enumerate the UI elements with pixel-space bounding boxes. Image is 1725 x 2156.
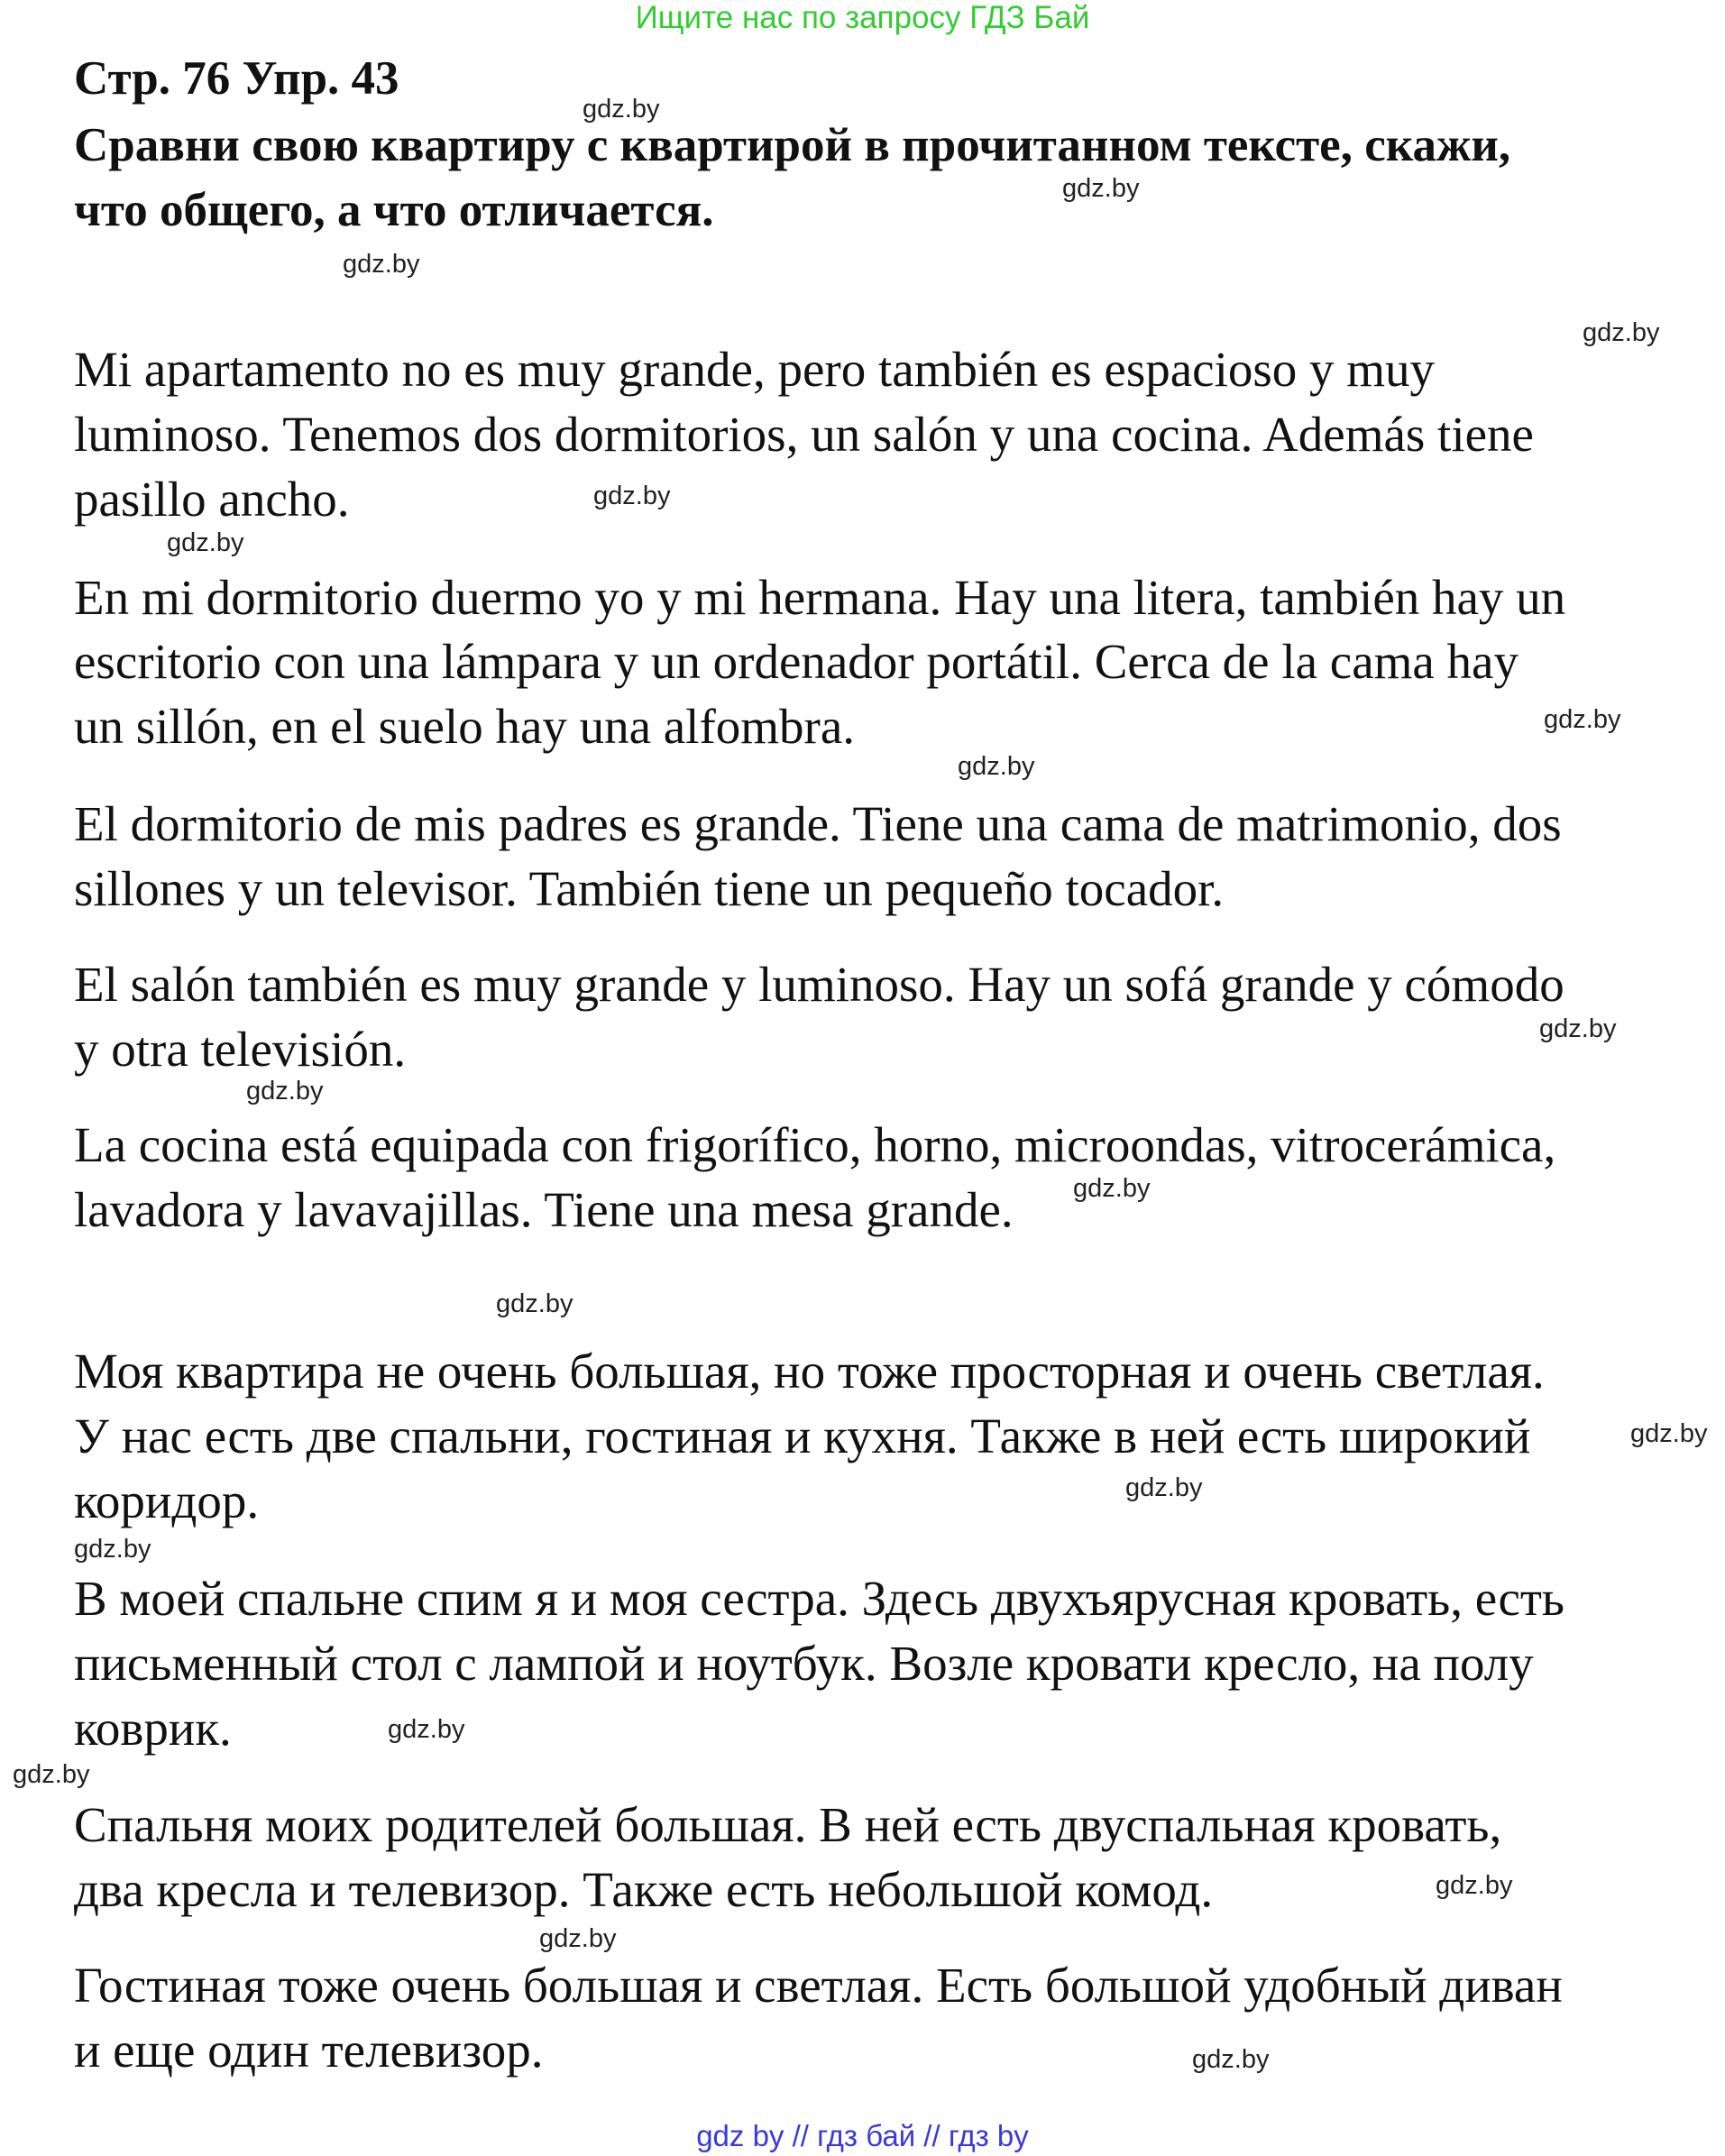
footer-text: gdz by // гдз бай // гдз by xyxy=(696,2119,1029,2152)
russian-line: письменный стол с лампой и ноутбук. Возле кровати кресло, на полу xyxy=(74,1636,1534,1691)
page-title: Стр. 76 Упр. 43 xyxy=(74,52,399,105)
spanish-line: lavadora y lavavajillas. Tiene una mesa grande. xyxy=(74,1182,1014,1237)
watermark: gdz.by xyxy=(388,1715,465,1744)
russian-line: коврик. xyxy=(74,1701,232,1756)
spanish-line: El salón también es muy grande y luminoso. Hay un sofá grande y cómodo xyxy=(74,957,1564,1012)
russian-line: У нас есть две спальни, гостиная и кухня. Также в ней есть широкий xyxy=(74,1408,1531,1463)
spanish-line: La cocina está equipada con frigorífico, horno, microondas, vitrocerámica, xyxy=(74,1117,1556,1172)
watermark: gdz.by xyxy=(496,1289,573,1318)
watermark: gdz.by xyxy=(1539,1014,1617,1043)
russian-line: и еще один телевизор. xyxy=(74,2023,544,2078)
watermark: gdz.by xyxy=(1436,1871,1513,1900)
russian-line: Моя квартира не очень большая, но тоже просторная и очень светлая. xyxy=(74,1344,1545,1399)
russian-line: два кресла и телевизор. Также есть небольшой комод. xyxy=(74,1862,1214,1917)
watermark: gdz.by xyxy=(1125,1473,1203,1502)
watermark: gdz.by xyxy=(593,482,671,510)
spanish-line: Mi apartamento no es muy grande, pero también es espacioso y muy xyxy=(74,342,1436,397)
spanish-line: escritorio con una lámpara y un ordenador portátil. Cerca de la cama hay xyxy=(74,634,1519,689)
russian-line: Гостиная тоже очень большая и светлая. Есть большой удобный диван xyxy=(74,1958,1563,2013)
watermark: gdz.by xyxy=(1583,318,1660,347)
spanish-line: un sillón, en el suelo hay una alfombra. xyxy=(74,699,856,754)
spanish-line: luminoso. Tenemos dos dormitorios, un salón y una cocina. Además tiene xyxy=(74,407,1534,462)
watermark: gdz.by xyxy=(167,528,244,557)
watermark: gdz.by xyxy=(246,1077,324,1106)
watermark: gdz.by xyxy=(1073,1174,1151,1203)
spanish-line: y otra televisión. xyxy=(74,1022,407,1077)
watermark: gdz.by xyxy=(958,752,1035,781)
russian-line: Спальня моих родителей большая. В ней есть двуспальная кровать, xyxy=(74,1797,1502,1852)
watermark: gdz.by xyxy=(539,1924,617,1953)
spanish-line: sillones y un televisor. También tiene un pequeño tocador. xyxy=(74,861,1225,916)
top-banner: Ищите нас по запросу ГДЗ Бай xyxy=(635,0,1090,35)
russian-line: коридор. xyxy=(74,1473,260,1528)
russian-line: В моей спальне спим я и моя сестра. Здесь двухъярусная кровать, есть xyxy=(74,1571,1565,1626)
watermark: gdz.by xyxy=(1192,2045,1270,2074)
spanish-line: En mi dormitorio duermo yo y mi hermana. Hay una litera, también hay un xyxy=(74,570,1566,625)
watermark: gdz.by xyxy=(1062,174,1140,203)
spanish-line: pasillo ancho. xyxy=(74,472,350,527)
watermark: gdz.by xyxy=(1630,1419,1708,1448)
watermark: gdz.by xyxy=(343,250,420,279)
task-line-2: что общего, а что отличается. xyxy=(74,184,714,236)
watermark: gdz.by xyxy=(74,1535,151,1564)
task-line-1: Сравни свою квартиру с квартирой в прочитанном тексте, скажи, xyxy=(74,119,1511,171)
spanish-line: El dormitorio de mis padres es grande. Tiene una cama de matrimonio, dos xyxy=(74,796,1562,851)
watermark: gdz.by xyxy=(583,95,660,124)
watermark: gdz.by xyxy=(13,1760,90,1789)
watermark: gdz.by xyxy=(1544,705,1621,734)
